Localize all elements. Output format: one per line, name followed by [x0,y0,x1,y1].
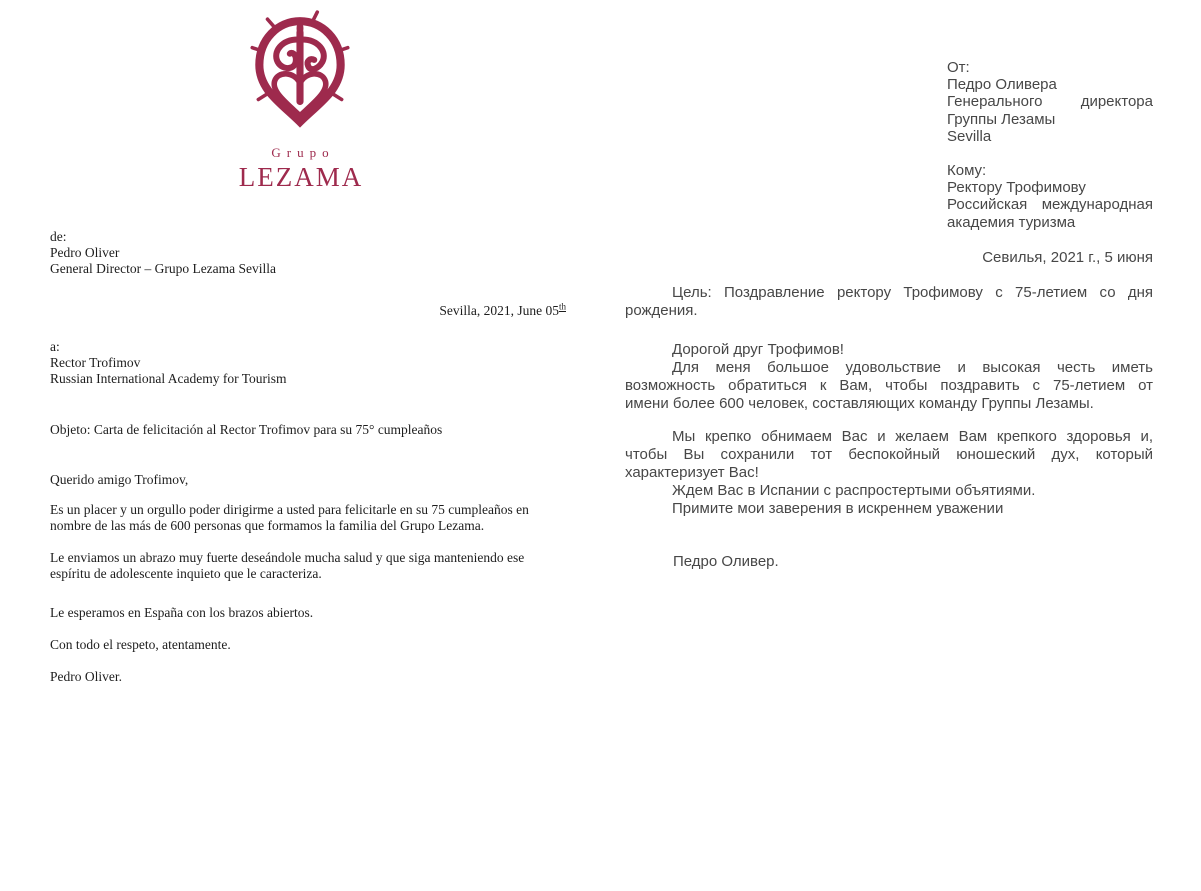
russian-paragraph-1-line: Для меня большое удовольствие и высокая честь иметь [672,359,1153,376]
spanish-from-block [50,229,276,277]
russian-from-label: От: [947,59,970,76]
russian-paragraph-1-line: возможность обратиться к Вам, чтобы поздравить с 75-летием от [625,377,1153,394]
russian-paragraph-4: Примите мои заверения в искреннем уважении [672,500,1004,517]
spanish-from-name: Pedro Oliver [50,245,120,260]
russian-signature: Педро Оливер. [673,553,779,570]
spanish-to-name: Rector Trofimov [50,355,141,370]
russian-to-block [947,162,1153,231]
russian-to-label: Кому: [947,162,987,179]
spanish-paragraph-2-line: Le enviamos un abrazo muy fuerte deseándole mucha salud y que siga manteniendo ese [50,550,525,565]
russian-paragraph-2-line: Мы крепко обнимаем Вас и желаем Вам крепкого здоровья и, [672,428,1153,445]
russian-subject-line: рождения. [625,302,698,319]
russian-to-org: Российская международная академия туризма [947,196,1153,231]
logo-lezama-text: LEZAMA [238,162,364,192]
spanish-salutation: Querido amigo Trofimov, [50,472,189,487]
russian-from-name: Педро Оливера [947,76,1057,94]
grupo-lezama-logo [230,8,370,193]
russian-paragraph-1-line: имени более 600 человек, составляющих команду Группы Лезамы. [625,395,1094,412]
spanish-to-label: a: [50,339,60,354]
russian-body-block-1 [625,341,1153,413]
spanish-paragraph-2 [50,550,524,582]
spanish-paragraph-2-line: espíritu de adolescente inquieto que le caracteriza. [50,566,322,581]
russian-from-title: Генерального директора Группы Лезамы [947,93,1153,128]
spanish-date-ordinal: th [558,301,566,312]
russian-body-block-2 [625,428,1153,518]
russian-from-city: Sevilla [947,127,992,145]
spanish-signature: Pedro Oliver. [50,669,122,684]
spanish-to-block [50,339,287,387]
spanish-paragraph-1-line: Es un placer y un orgullo poder dirigirme a usted para felicitarle en su 75 cumpleaños en [50,502,529,517]
russian-salutation: Дорогой друг Трофимов! [672,341,844,358]
spanish-paragraph-1-line: nombre de las más de 600 personas que formamos la familia del Grupo Lezama. [50,518,485,533]
russian-date: Севилья, 2021 г., 5 июня [982,249,1153,266]
spanish-paragraph-3: Le esperamos en España con los brazos abiertos. [50,605,314,620]
spanish-to-org: Russian International Academy for Tourism [50,371,287,386]
spanish-paragraph-1 [50,502,529,534]
russian-paragraph-3: Ждем Вас в Испании с распростертыми объятиями. [672,482,1036,499]
russian-subject-line: Цель: Поздравление ректору Трофимову с 75-летием со дня [672,284,1153,301]
logo-grupo-text: Grupo [271,145,335,160]
russian-paragraph-2-line: характеризует Вас! [625,464,759,481]
russian-to-name: Ректору Трофимову [947,179,1086,197]
lezama-emblem-icon [249,8,351,132]
spanish-subject: Objeto: Carta de felicitación al Rector Trofimov para su 75° cumpleaños [50,422,443,437]
russian-subject [625,284,1153,320]
russian-paragraph-2-line: чтобы Вы сохранили тот беспокойный юношеский дух, который [625,446,1153,463]
spanish-date [50,303,566,319]
russian-from-block [947,59,1153,145]
spanish-from-title: General Director – Grupo Lezama Sevilla [50,261,277,276]
spanish-date-text: Sevilla, 2021, June 05 [439,303,559,318]
spanish-closing: Con todo el respeto, atentamente. [50,637,231,652]
spanish-from-label: de: [50,229,67,244]
